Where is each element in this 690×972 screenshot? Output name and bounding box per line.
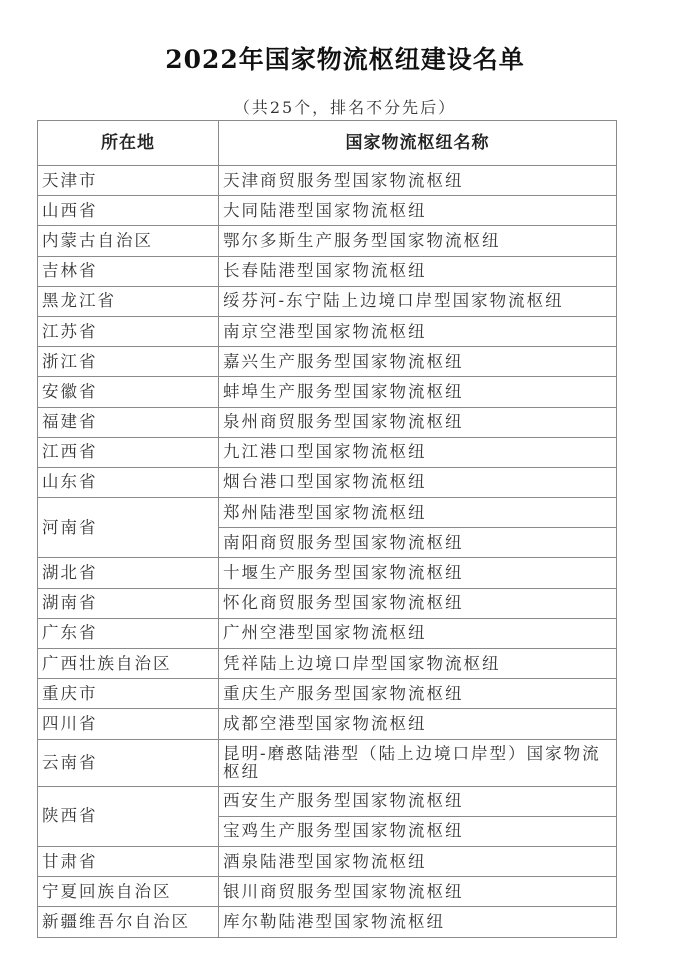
hub-name-cell: 重庆生产服务型国家物流枢纽 bbox=[219, 679, 617, 709]
hub-name-cell: 嘉兴生产服务型国家物流枢纽 bbox=[219, 347, 617, 377]
column-header-hub-name: 国家物流枢纽名称 bbox=[219, 121, 617, 166]
table-row bbox=[38, 709, 617, 739]
hub-name-cell: 大同陆港型国家物流枢纽 bbox=[219, 196, 617, 226]
location-cell: 重庆市 bbox=[38, 679, 219, 709]
location-cell: 黑龙江省 bbox=[38, 286, 219, 316]
location-cell: 河南省 bbox=[38, 498, 219, 558]
hub-name-cell: 烟台港口型国家物流枢纽 bbox=[219, 467, 617, 497]
location-cell: 浙江省 bbox=[38, 347, 219, 377]
location-cell: 江苏省 bbox=[38, 316, 219, 346]
location-cell: 山西省 bbox=[38, 196, 219, 226]
hub-name-cell: 南阳商贸服务型国家物流枢纽 bbox=[219, 528, 617, 558]
table-row bbox=[38, 649, 617, 679]
hub-name-cell: 怀化商贸服务型国家物流枢纽 bbox=[219, 588, 617, 618]
location-cell: 宁夏回族自治区 bbox=[38, 877, 219, 907]
table-row bbox=[38, 316, 617, 346]
page-subtitle: （共25个，排名不分先后） bbox=[233, 98, 457, 117]
table-row bbox=[38, 347, 617, 377]
location-cell: 广东省 bbox=[38, 618, 219, 648]
hub-name-cell: 泉州商贸服务型国家物流枢纽 bbox=[219, 407, 617, 437]
hub-name-cell: 鄂尔多斯生产服务型国家物流枢纽 bbox=[219, 226, 617, 256]
table-row bbox=[38, 907, 617, 937]
page-title: 2022年国家物流枢纽建设名单 bbox=[165, 45, 525, 74]
hub-name-cell: 九江港口型国家物流枢纽 bbox=[219, 437, 617, 467]
table-row bbox=[38, 166, 617, 196]
hub-name-cell: 十堰生产服务型国家物流枢纽 bbox=[219, 558, 617, 588]
hub-name-cell: 宝鸡生产服务型国家物流枢纽 bbox=[219, 816, 617, 846]
hub-name-cell: 西安生产服务型国家物流枢纽 bbox=[219, 786, 617, 816]
hub-name-cell: 郑州陆港型国家物流枢纽 bbox=[219, 498, 617, 528]
hub-name-cell: 库尔勒陆港型国家物流枢纽 bbox=[219, 907, 617, 937]
location-cell: 甘肃省 bbox=[38, 846, 219, 876]
table-body bbox=[38, 166, 617, 938]
table-row bbox=[38, 286, 617, 316]
location-cell: 云南省 bbox=[38, 739, 219, 786]
table-row bbox=[38, 679, 617, 709]
location-cell: 江西省 bbox=[38, 437, 219, 467]
hub-name-cell: 南京空港型国家物流枢纽 bbox=[219, 316, 617, 346]
hub-name-cell: 广州空港型国家物流枢纽 bbox=[219, 618, 617, 648]
hub-name-cell: 银川商贸服务型国家物流枢纽 bbox=[219, 877, 617, 907]
table-row bbox=[38, 256, 617, 286]
hub-name-cell: 天津商贸服务型国家物流枢纽 bbox=[219, 166, 617, 196]
column-header-location: 所在地 bbox=[38, 121, 219, 166]
location-cell: 山东省 bbox=[38, 467, 219, 497]
table-row bbox=[38, 467, 617, 497]
hub-name-cell: 蚌埠生产服务型国家物流枢纽 bbox=[219, 377, 617, 407]
hub-table bbox=[37, 120, 617, 938]
table-row bbox=[38, 377, 617, 407]
table-row bbox=[38, 846, 617, 876]
location-cell: 湖南省 bbox=[38, 588, 219, 618]
table-row bbox=[38, 558, 617, 588]
location-cell: 天津市 bbox=[38, 166, 219, 196]
table-row bbox=[38, 498, 617, 528]
location-cell: 新疆维吾尔自治区 bbox=[38, 907, 219, 937]
table-row bbox=[38, 437, 617, 467]
table-row bbox=[38, 407, 617, 437]
table-row bbox=[38, 226, 617, 256]
table-row bbox=[38, 739, 617, 786]
table-header-row bbox=[38, 121, 617, 166]
table-row bbox=[38, 786, 617, 816]
hub-name-cell: 绥芬河-东宁陆上边境口岸型国家物流枢纽 bbox=[219, 286, 617, 316]
hub-name-cell: 酒泉陆港型国家物流枢纽 bbox=[219, 846, 617, 876]
location-cell: 安徽省 bbox=[38, 377, 219, 407]
location-cell: 吉林省 bbox=[38, 256, 219, 286]
location-cell: 湖北省 bbox=[38, 558, 219, 588]
table-row bbox=[38, 877, 617, 907]
table-row bbox=[38, 618, 617, 648]
hub-name-cell: 成都空港型国家物流枢纽 bbox=[219, 709, 617, 739]
location-cell: 福建省 bbox=[38, 407, 219, 437]
location-cell: 四川省 bbox=[38, 709, 219, 739]
table-row bbox=[38, 588, 617, 618]
location-cell: 广西壮族自治区 bbox=[38, 649, 219, 679]
location-cell: 内蒙古自治区 bbox=[38, 226, 219, 256]
table-row bbox=[38, 196, 617, 226]
hub-name-cell: 昆明-磨憨陆港型（陆上边境口岸型）国家物流枢纽 bbox=[219, 739, 617, 786]
hub-name-cell: 凭祥陆上边境口岸型国家物流枢纽 bbox=[219, 649, 617, 679]
hub-name-cell: 长春陆港型国家物流枢纽 bbox=[219, 256, 617, 286]
location-cell: 陕西省 bbox=[38, 786, 219, 846]
